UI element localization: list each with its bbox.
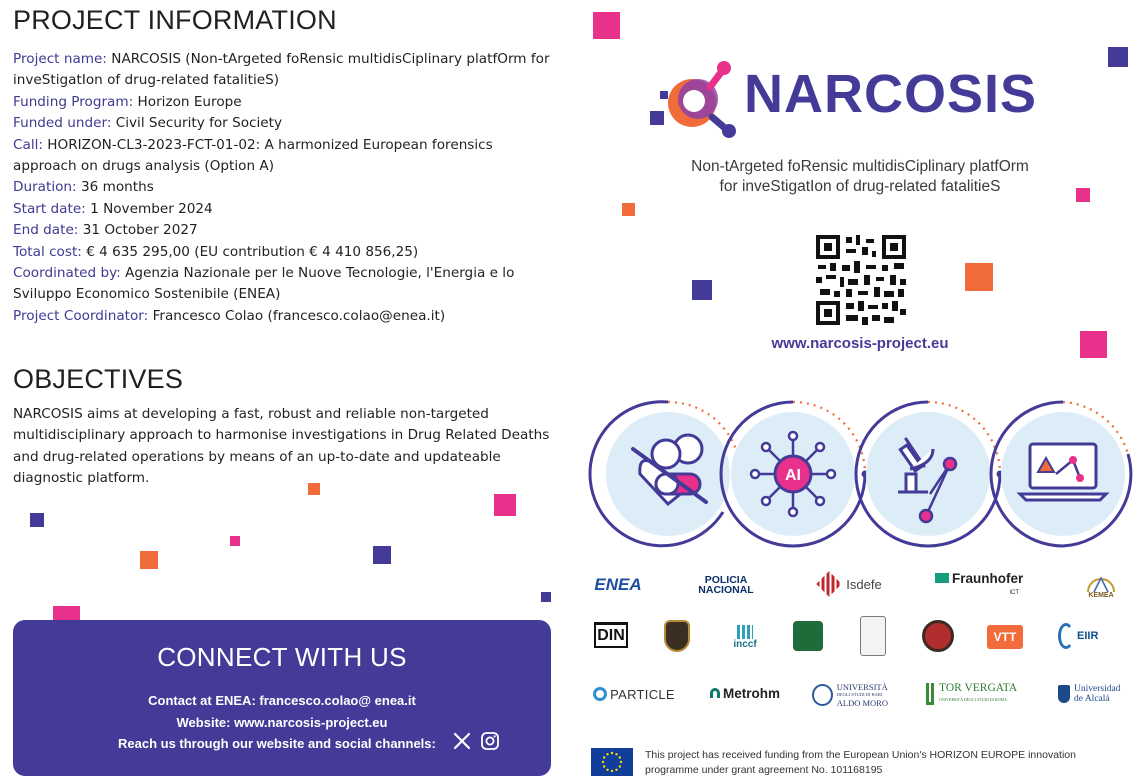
info-value: HORIZON-CL3-2023-FCT-01-02: A harmonized European forensics approach on drugs analysis (Option A) [13,136,493,175]
tagline-line: Non-tArgeted foRensic multidisCiplinary platfOrm [691,158,1029,175]
info-label: Call: [13,136,43,153]
laptop-alert-step [991,402,1131,546]
info-label: Start date: [13,200,86,217]
info-row-project-name [13,49,558,92]
partner-text: Fraunhofer [952,571,1024,586]
ai-label: AI [785,467,801,484]
decor-square [622,203,635,216]
info-row-start-date [13,199,558,220]
isdefe-icon [817,571,842,596]
qr-code[interactable] [816,235,906,325]
uniba-seal-icon [812,684,833,706]
info-value: NARCOSIS (Non-tArgeted foRensic multidisCiplinary platfOrm for inveStigatIon of drug-related fatalitieS) [13,51,550,89]
decor-square [692,280,712,300]
info-row-end-date [13,220,558,241]
eu-flag-icon [591,748,633,776]
info-value: Agenzia Nazionale per le Nuove Tecnologie, l'Energia e lo Sviluppo Economico Sostenibile (ENEA) [13,265,515,303]
microscope-step [856,402,1004,546]
info-value: Francesco Colao (francesco.colao@enea.it) [152,307,446,324]
x-icon[interactable] [452,731,472,751]
info-value: 36 months [80,179,154,196]
decor-square [1108,47,1128,67]
partner-vtt: VTT [987,625,1023,649]
instagram-icon[interactable] [480,731,500,751]
info-label: Coordinated by: [13,265,121,282]
project-info-list [13,49,558,327]
partner-text: KEMEA [1088,591,1114,599]
partner-din: DIN [594,622,628,648]
info-row-project-coordinator [13,306,558,327]
partner-text: TOR VERGATA [939,682,1018,694]
partner-isdefe [812,572,890,596]
brand-tagline [620,157,1100,197]
info-value: Horizon Europe [137,93,242,110]
project-url[interactable]: www.narcosis-project.eu [771,335,949,352]
info-label: End date: [13,222,79,239]
eiir-icon [1058,623,1074,649]
connect-title: CONNECT WITH US [157,642,407,672]
partner-enea: ENEA [594,575,642,594]
decor-square [1080,331,1107,358]
partner-metrohm [710,683,780,703]
project-info-title: PROJECT INFORMATION [13,5,337,36]
partner-eiir [1058,620,1128,652]
police-crest-icon [664,620,690,652]
decor-square [140,551,158,569]
inccf-icon [737,625,753,639]
partner-policia-nacional [688,573,764,597]
partner-kemea [1074,570,1128,600]
funding-statement: This project has received funding from the European Union's HORIZON EUROPE innovation programme under grant agreement No. 101168195 [645,749,1076,776]
info-value: 31 October 2027 [82,222,198,239]
ai-step [721,402,869,546]
info-row-funding-program [13,92,558,113]
partner-text: EIIR [1077,630,1099,642]
university-square-icon [793,621,823,651]
info-label: Funded under: [13,115,112,132]
partner-text: DEGLI STUDI DI BARI [836,692,883,697]
tor-vergata-icon [926,683,934,705]
info-label: Project Coordinator: [13,307,149,324]
narcosis-logo [650,55,1080,140]
contact-email[interactable]: Contact at ENEA: francesco.colao@ enea.it [148,693,416,708]
partner-text: UNIVERSITÀ [836,682,888,692]
university-crest-icon [860,616,886,656]
social-caption: Reach us through our website and social channels: [118,736,436,751]
partner-particle [592,684,676,704]
decor-square [541,592,551,602]
partner-text: Metrohm [723,685,780,701]
info-label: Total cost: [13,243,82,260]
partner-text: Isdefe [846,576,882,592]
info-label: Project name: [13,51,107,67]
connect-box [13,620,551,776]
kemea-icon [1086,572,1116,592]
partner-text: PARTICLE [610,686,675,702]
tagline-line: for inveStigatIon of drug-related fatalitieS [719,178,1001,195]
partner-inccf [728,620,762,654]
partner-text: NACIONAL [698,584,754,596]
brand-name: NARCOSIS [744,64,1038,124]
institute-seal-icon [922,620,954,652]
partner-uniba [812,680,888,710]
info-label: Duration: [13,179,77,196]
info-value: Civil Security for Society [115,115,283,132]
partner-text: Universidad [1074,684,1121,694]
partner-tor-vergata [926,680,1024,708]
partner-fraunhofer [935,572,1023,600]
decor-square [230,536,240,546]
partner-alcala [1058,681,1132,707]
info-row-call [13,135,558,178]
partner-text: de Alcalá [1074,694,1110,704]
info-label: Funding Program: [13,93,134,110]
info-row-total-cost [13,242,558,263]
particle-icon [593,687,607,701]
partner-text: ICT [1009,590,1019,596]
alcala-crest-icon [1058,685,1070,703]
molecule-icon [650,55,750,140]
website-link[interactable]: Website: www.narcosis-project.eu [176,715,388,730]
partner-text: ALDO MORO [836,698,888,708]
metrohm-icon [710,688,720,698]
objectives-title: OBJECTIVES [13,364,183,395]
process-diagram [588,394,1138,554]
partner-text: UNIVERSITÀ DEGLI STUDI DI ROMA [939,697,1007,702]
partner-text: POLICIA [704,574,748,586]
decor-square [373,546,391,564]
decor-square [965,263,993,291]
info-row-funded-under [13,113,558,134]
fraunhofer-icon [935,573,949,583]
objectives-text: NARCOSIS aims at developing a fast, robust and reliable non-targeted multidisciplinary approach to harmonise investigations in Drug Related Deaths and drug-related operations by means of an up-to-date and updateable diagnostic platform. [13,406,550,487]
decor-square [593,12,620,39]
info-value: € 4 635 295,00 (EU contribution € 4 410 856,25) [86,243,419,260]
info-row-duration [13,177,558,198]
decor-square [494,494,516,516]
info-row-coordinated-by [13,263,558,306]
info-value: 1 November 2024 [90,200,213,217]
decor-square [30,513,44,527]
partner-text: inccf [733,638,757,650]
